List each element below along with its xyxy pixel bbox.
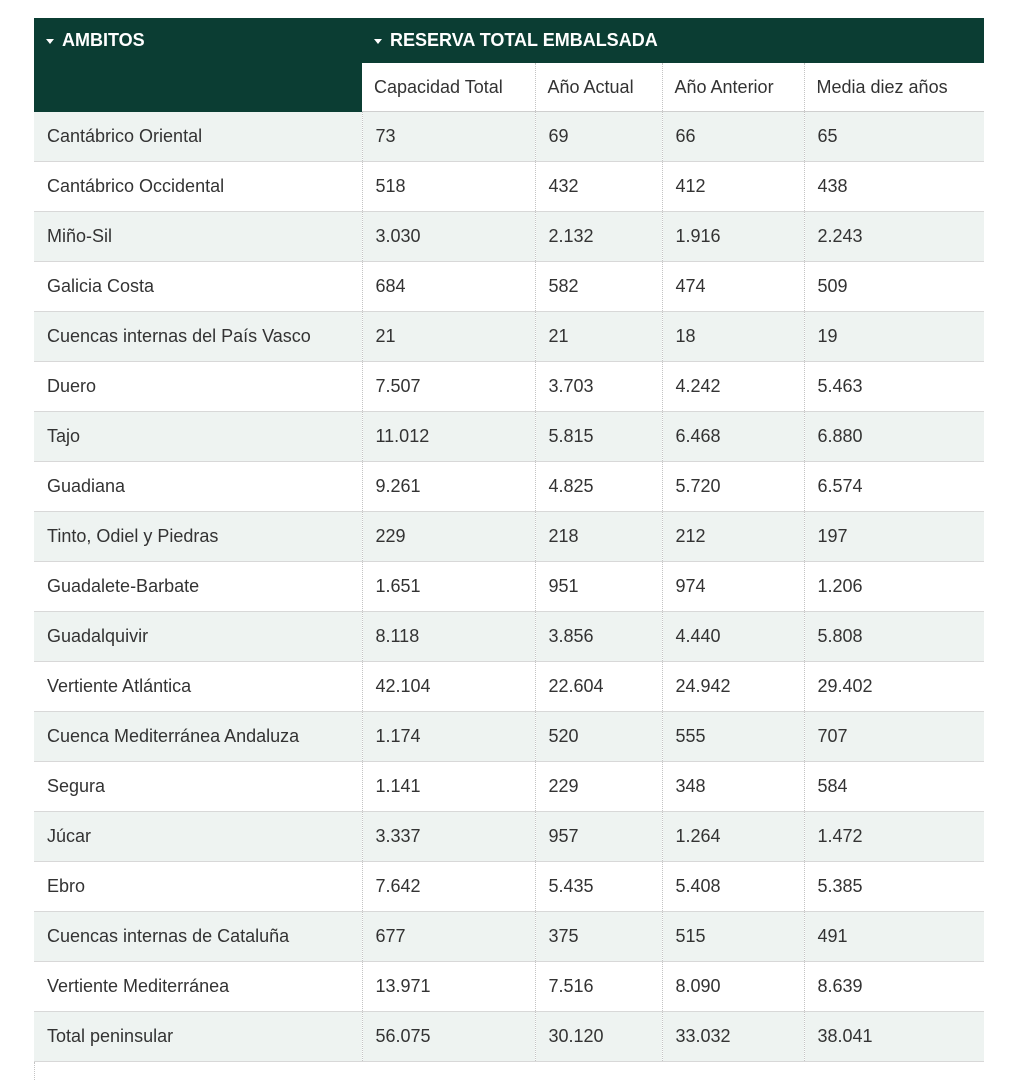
cell-ano-actual: 22.604 [535,662,662,712]
cell-ano-anterior: 212 [662,512,804,562]
table-row [34,212,984,262]
cell-media-diez-anos: 1.472 [804,812,984,862]
cell-ano-actual: 520 [535,712,662,762]
cell-media-diez-anos: 5.385 [804,862,984,912]
table-row [34,262,984,312]
cell-ambito: Tinto, Odiel y Piedras [34,512,362,562]
cell-capacidad-total: 73 [362,112,535,162]
cell-media-diez-anos: 197 [804,512,984,562]
table-row [34,862,984,912]
cell-ano-actual: 432 [535,162,662,212]
cell-ambito: Cuencas internas del País Vasco [34,312,362,362]
cell-ano-actual: 5.435 [535,862,662,912]
cell-ano-anterior: 4.440 [662,612,804,662]
table-row [34,112,984,162]
cell-capacidad-total: 13.971 [362,962,535,1012]
cell-ano-anterior: 412 [662,162,804,212]
table-bottom-edge [34,1062,984,1080]
table-row [34,662,984,712]
cell-ano-anterior: 1.916 [662,212,804,262]
cell-capacidad-total: 3.337 [362,812,535,862]
cell-ambito: Galicia Costa [34,262,362,312]
cell-ambito: Guadiana [34,462,362,512]
cell-ambito: Cantábrico Oriental [34,112,362,162]
cell-ambito: Guadalete-Barbate [34,562,362,612]
cell-ano-anterior: 1.264 [662,812,804,862]
cell-ano-actual: 3.856 [535,612,662,662]
table-row [34,512,984,562]
cell-ano-anterior: 348 [662,762,804,812]
cell-capacidad-total: 677 [362,912,535,962]
table-row [34,312,984,362]
cell-ano-actual: 69 [535,112,662,162]
table-row [34,612,984,662]
cell-ano-anterior: 974 [662,562,804,612]
cell-capacidad-total: 229 [362,512,535,562]
cell-ano-anterior: 474 [662,262,804,312]
caret-down-icon [374,39,382,44]
cell-capacidad-total: 8.118 [362,612,535,662]
cell-media-diez-anos: 29.402 [804,662,984,712]
cell-media-diez-anos: 8.639 [804,962,984,1012]
reserva-label: RESERVA TOTAL EMBALSADA [390,30,658,50]
cell-capacidad-total: 1.141 [362,762,535,812]
cell-ano-anterior: 515 [662,912,804,962]
caret-down-icon [46,39,54,44]
cell-ano-anterior: 5.408 [662,862,804,912]
table-row [34,762,984,812]
cell-media-diez-anos: 509 [804,262,984,312]
cell-media-diez-anos: 5.808 [804,612,984,662]
cell-media-diez-anos: 38.041 [804,1012,984,1062]
cell-capacidad-total: 7.642 [362,862,535,912]
cell-media-diez-anos: 491 [804,912,984,962]
table-row [34,1012,984,1062]
cell-media-diez-anos: 6.574 [804,462,984,512]
cell-capacidad-total: 21 [362,312,535,362]
cell-capacidad-total: 56.075 [362,1012,535,1062]
cell-ano-actual: 5.815 [535,412,662,462]
cell-capacidad-total: 1.651 [362,562,535,612]
cell-media-diez-anos: 438 [804,162,984,212]
cell-ambito: Duero [34,362,362,412]
cell-ambito: Miño-Sil [34,212,362,262]
cell-ano-actual: 375 [535,912,662,962]
cell-ambito: Vertiente Mediterránea [34,962,362,1012]
cell-capacidad-total: 11.012 [362,412,535,462]
cell-ano-anterior: 8.090 [662,962,804,1012]
cell-ano-anterior: 6.468 [662,412,804,462]
cell-ano-actual: 2.132 [535,212,662,262]
reservoir-table-container [34,18,984,1080]
cell-ano-anterior: 24.942 [662,662,804,712]
cell-capacidad-total: 7.507 [362,362,535,412]
cell-ambito: Segura [34,762,362,812]
cell-ano-actual: 21 [535,312,662,362]
reservoir-table [34,18,984,1062]
cell-media-diez-anos: 2.243 [804,212,984,262]
column-header-actual: Año Actual [535,63,662,112]
table-row [34,362,984,412]
cell-ambito: Júcar [34,812,362,862]
cell-ano-anterior: 33.032 [662,1012,804,1062]
cell-ambito: Ebro [34,862,362,912]
cell-ambito: Vertiente Atlántica [34,662,362,712]
reserva-header[interactable] [362,18,984,63]
cell-ambito: Cuenca Mediterránea Andaluza [34,712,362,762]
table-row [34,962,984,1012]
cell-media-diez-anos: 19 [804,312,984,362]
cell-ambito: Tajo [34,412,362,462]
column-header-anterior: Año Anterior [662,63,804,112]
cell-ano-actual: 951 [535,562,662,612]
cell-ano-actual: 30.120 [535,1012,662,1062]
cell-ano-actual: 229 [535,762,662,812]
cell-ano-actual: 582 [535,262,662,312]
cell-ambito: Cuencas internas de Cataluña [34,912,362,962]
cell-ano-actual: 957 [535,812,662,862]
cell-capacidad-total: 684 [362,262,535,312]
cell-ambito: Total peninsular [34,1012,362,1062]
cell-ano-anterior: 66 [662,112,804,162]
cell-ano-actual: 4.825 [535,462,662,512]
table-row [34,562,984,612]
cell-capacidad-total: 518 [362,162,535,212]
cell-capacidad-total: 42.104 [362,662,535,712]
cell-media-diez-anos: 707 [804,712,984,762]
column-header-media: Media diez años [804,63,984,112]
cell-capacidad-total: 9.261 [362,462,535,512]
cell-media-diez-anos: 584 [804,762,984,812]
table-body [34,112,984,1062]
cell-media-diez-anos: 5.463 [804,362,984,412]
cell-ano-anterior: 18 [662,312,804,362]
table-row [34,462,984,512]
cell-ano-anterior: 5.720 [662,462,804,512]
cell-media-diez-anos: 1.206 [804,562,984,612]
ambitos-header[interactable] [34,18,362,112]
cell-ano-actual: 218 [535,512,662,562]
cell-capacidad-total: 3.030 [362,212,535,262]
ambitos-label: AMBITOS [62,30,145,50]
cell-media-diez-anos: 6.880 [804,412,984,462]
cell-ano-actual: 3.703 [535,362,662,412]
table-row [34,162,984,212]
cell-ano-anterior: 4.242 [662,362,804,412]
table-row [34,712,984,762]
cell-ano-actual: 7.516 [535,962,662,1012]
cell-ambito: Guadalquivir [34,612,362,662]
table-row [34,912,984,962]
cell-ambito: Cantábrico Occidental [34,162,362,212]
cell-capacidad-total: 1.174 [362,712,535,762]
cell-media-diez-anos: 65 [804,112,984,162]
table-row [34,812,984,862]
cell-ano-anterior: 555 [662,712,804,762]
table-row [34,412,984,462]
column-header-capacidad: Capacidad Total [362,63,535,112]
